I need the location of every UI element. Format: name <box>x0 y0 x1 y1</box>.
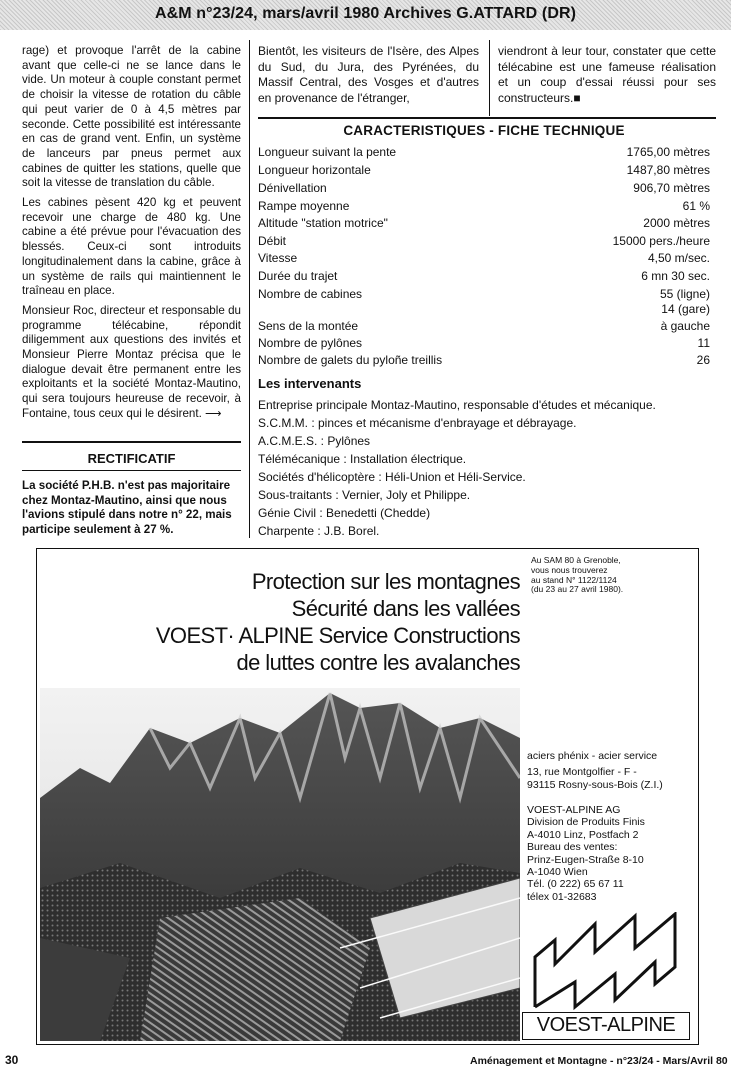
fiche-label: Nombre de galets du pyloñe treillis <box>258 353 443 367</box>
fiche-value: 1487,80 mètres <box>626 163 710 177</box>
middle-column-text: Bientôt, les visiteurs de l'Isère, des Alpes du Sud, du Jura, des Pyrénées, du Massif Central, des Vosges et d'autres en provenance de l'étranger, <box>258 44 479 105</box>
slogan-line: Sécurité dans les vallées <box>291 596 520 621</box>
address-line: 93115 Rosny-sous-Bois (Z.I.) <box>527 778 663 791</box>
address-line: VOEST-ALPINE AG <box>527 804 621 816</box>
logo-text: VOEST-ALPINE <box>536 1014 676 1036</box>
address-line: Bureau des ventes: <box>527 841 618 854</box>
rectificatif-text: La société P.H.B. n'est pas majoritaire chez Montaz-Mautino, ainsi que nous l'avions stipulé dans notre n° 22, mais participe seulement à 27 %. <box>22 479 232 536</box>
sam-note-line: Au SAM 80 à Grenoble, <box>531 555 621 565</box>
fiche-label: Débit <box>258 234 287 248</box>
column-rule-2 <box>489 40 490 116</box>
header-title: A&M n°23/24, mars/avril 1980 Archives G.ATTARD (DR) <box>154 5 577 22</box>
paragraph-3-text: Monsieur Roc, directeur et responsable du programme télécabine, répondit diligemment aux questions des invités et Monsieur Pierre Montaz précisa que le dialogue devait être permanent entre les exploitants et la société Montaz-Mautino, qui sera toujours heureuse de recevoir, à Fontaine, tous ceux qui le désirent. <box>22 303 241 420</box>
fiche-label: Longueur horizontale <box>258 163 371 177</box>
fiche-label: Dénivellation <box>258 181 327 195</box>
fiche-technique-title: CARACTERISTIQUES - FICHE TECHNIQUE <box>343 123 625 138</box>
address-line: télex 01-32683 <box>527 890 597 903</box>
fiche-value: 906,70 mètres <box>633 181 710 195</box>
intervenant-row: Télémécanique : Installation électrique. <box>258 452 467 466</box>
right-column-text-body: viendront à leur tour, constater que cette télécabine est une fameuse réalisation et un coup d'essai réussi pour ses constructeurs. <box>498 44 716 105</box>
mountain-photo <box>40 688 520 1041</box>
intervenant-row: Entreprise principale Montaz-Mautino, responsable d'études et mécanique. <box>258 398 656 412</box>
address-line: aciers phénix - acier service <box>527 750 658 762</box>
voest-alpine-logo-icon <box>527 912 687 1012</box>
sam-note-line: au stand N° 1122/1124 <box>531 574 617 585</box>
fiche-label: Vitesse <box>258 251 298 265</box>
fiche-value: 15000 pers./heure <box>612 234 710 248</box>
divider-left <box>22 441 241 443</box>
sam-note-line: vous nous trouverez <box>531 564 608 575</box>
address-block-2 <box>527 804 645 903</box>
fiche-value: 2000 mètres <box>643 216 710 230</box>
fiche-label: Nombre de cabines <box>258 287 363 301</box>
fiche-value: 61 % <box>682 199 710 213</box>
fiche-label: Nombre de pylônes <box>258 336 363 350</box>
column-rule-1 <box>249 40 250 538</box>
fiche-value: 26 <box>696 353 710 367</box>
fiche-value: 6 mn 30 sec. <box>641 269 710 283</box>
divider-rectificatif <box>22 470 241 471</box>
sam-note-line: (du 23 au 27 avril 1980). <box>531 584 624 595</box>
address-line: 13, rue Montgolfier - F - <box>527 766 637 779</box>
fiche-value: 14 (gare) <box>661 302 710 316</box>
address-block-1 <box>527 750 663 791</box>
address-line: Prinz-Eugen-Straße 8-10 <box>527 853 644 866</box>
slogan-line: de luttes contre les avalanches <box>236 650 520 675</box>
intervenants-title: Les intervenants <box>258 376 362 391</box>
paragraph-1: rage) et provoque l'arrêt de la cabine avant que celle-ci ne se lance dans le vide. Un moteur à couple constant permet de choisir la vitesse de rotation du câble qui peut varier de 0 à 4,5 mètres par seconde. Cette possibilité est intéressante en cas de grand vent. Enfin, un système de lanceurs par pneus permet aux cabines de quitter les stations, quelle que soit la vitesse de translation du câble. <box>22 44 241 190</box>
right-column-text <box>498 44 716 106</box>
slogan-line: Protection sur les montagnes <box>251 569 520 594</box>
address-line: A-1040 Wien <box>527 866 588 879</box>
continue-arrow: ⟶ <box>205 406 222 420</box>
intervenant-row: Sociétés d'hélicoptère : Héli-Union et Héli-Service. <box>258 470 526 484</box>
intervenant-row: S.C.M.M. : pinces et mécanisme d'enbrayage et débrayage. <box>258 416 577 430</box>
sam-note <box>531 556 623 595</box>
fiche-label: Longueur suivant la pente <box>258 145 397 159</box>
fiche-label: Durée du trajet <box>258 269 338 283</box>
slogan-line: VOEST· ALPINE Service Constructions <box>155 623 520 648</box>
paragraph-2: Les cabines pèsent 420 kg et peuvent recevoir une charge de 480 kg. Une cabine a été prévue pour l'évacuation des blessés. Ceux-ci sont introduits longitudinalement dans la cabine, grâce à un système de rails qui maintiennent le traîneau en place. <box>22 196 241 298</box>
fiche-value: 1765,00 mètres <box>626 145 710 159</box>
intervenant-row: A.C.M.E.S. : Pylônes <box>258 434 371 448</box>
address-line: A-4010 Linz, Postfach 2 <box>527 828 639 841</box>
fiche-value: 11 <box>697 336 710 350</box>
fiche-value: à gauche <box>660 319 710 333</box>
intervenant-row: Sous-traitants : Vernier, Joly et Philippe. <box>258 488 471 502</box>
intervenant-row: Génie Civil : Benedetti (Chedde) <box>258 506 431 520</box>
intervenant-row: Charpente : J.B. Borel. <box>258 524 380 538</box>
fiche-value: 4,50 m/sec. <box>647 251 710 265</box>
end-mark: ■ <box>573 90 581 105</box>
rectificatif-title: RECTIFICATIF <box>87 451 176 466</box>
fiche-label: Sens de la montée <box>258 319 359 333</box>
paragraph-3 <box>22 304 241 422</box>
address-line: Tél. (0 222) 65 67 11 <box>527 878 624 891</box>
journal-footer: Aménagement et Montagne - n°23/24 - Mars/Avril 80 <box>470 1055 728 1067</box>
fiche-label: Rampe moyenne <box>258 199 350 213</box>
fiche-label: Altitude "station motrice" <box>258 216 388 230</box>
divider-fiche <box>258 117 716 119</box>
fiche-value: 55 (ligne) <box>659 287 710 301</box>
page-number: 30 <box>5 1053 19 1067</box>
left-column-text <box>22 44 241 427</box>
address-line: Division de Produits Finis <box>527 816 645 829</box>
